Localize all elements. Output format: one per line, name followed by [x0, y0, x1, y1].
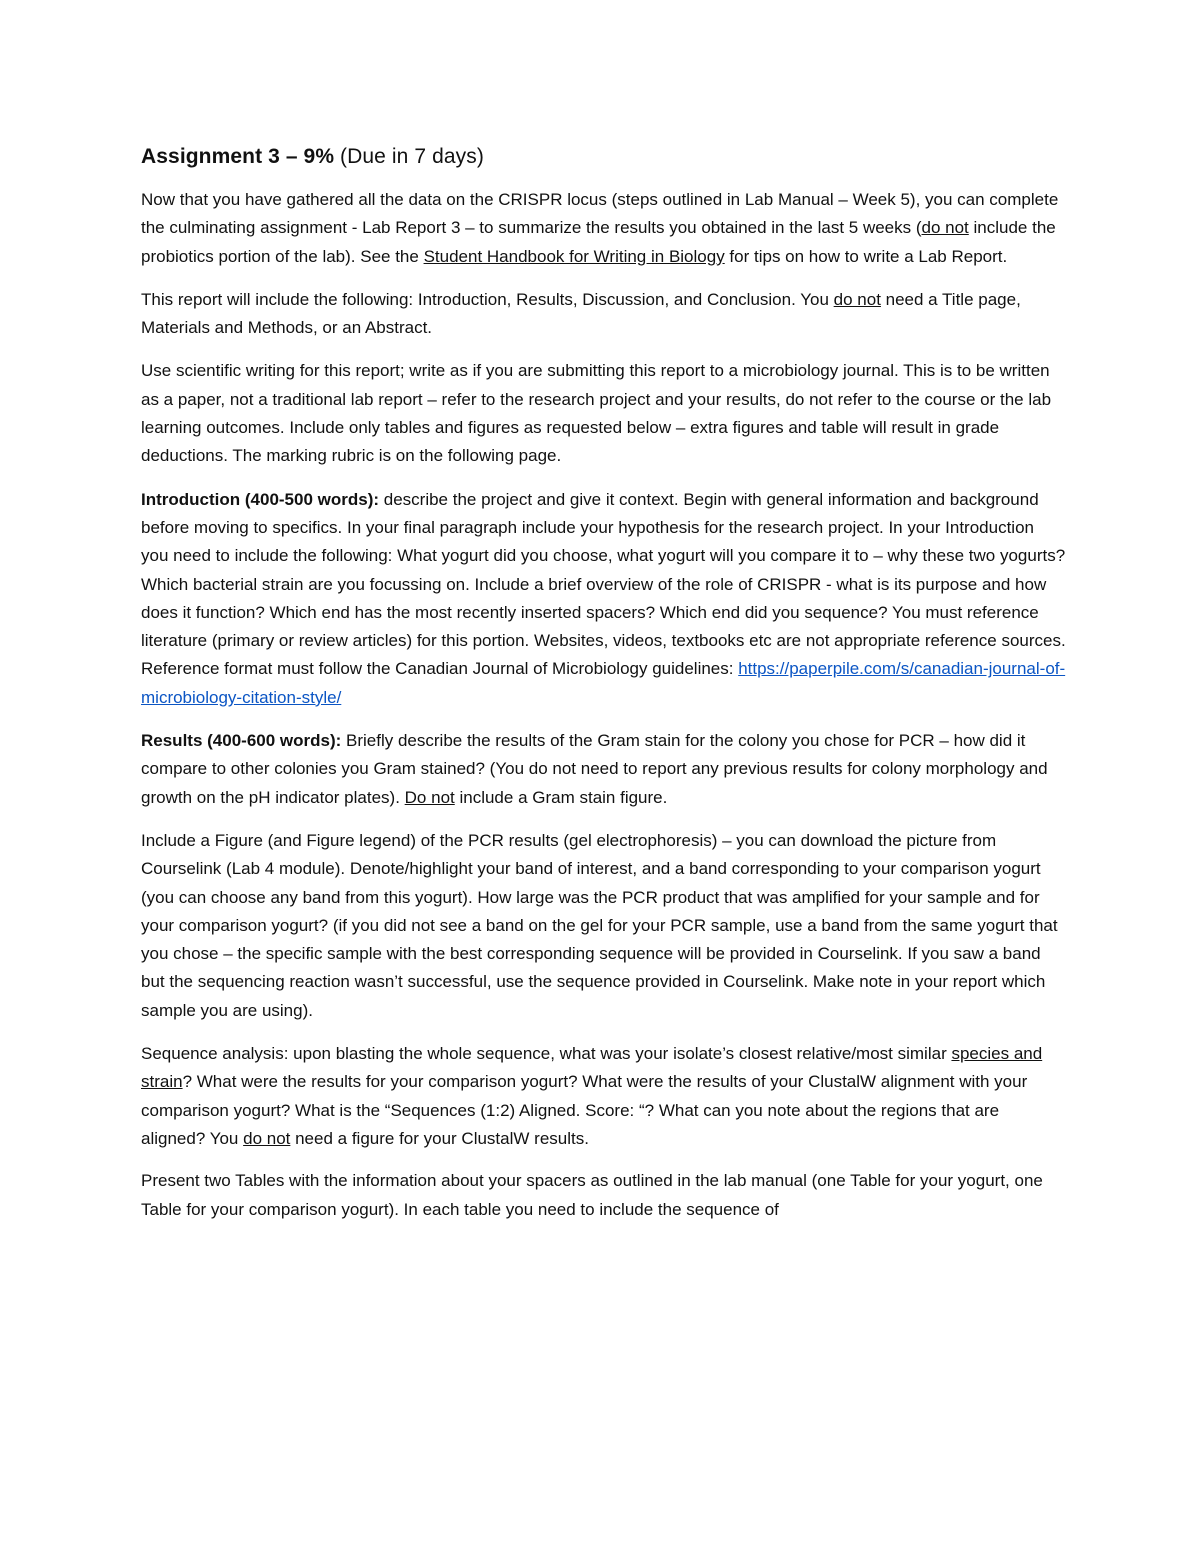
- introduction-paragraph: [141, 486, 1066, 712]
- sections-text-2: need a Title page, Materials and Methods, or an Abstract.: [141, 289, 1021, 338]
- overview-text-2: include the probiotics portion of the lab). See the: [141, 218, 1056, 266]
- sections-text-1: This report will include the following: Introduction, Results, Discussion, and Conclusion. You: [141, 289, 834, 309]
- results-paragraph: [141, 727, 1066, 812]
- results-text-1: Briefly describe the results of the Gram stain for the colony you chose for PCR – how did it compare to other colonies you Gram stained? (You do not need to report any previous results for colony morphology and growth on the pH indicator plates).: [141, 731, 1048, 807]
- do-not-emphasis: do not: [243, 1128, 291, 1148]
- results-text-2: include a Gram stain figure.: [454, 787, 668, 807]
- scientific-writing-paragraph: Use scientific writing for this report; write as if you are submitting this report to a microbiology journal. This is to be written as a paper, not a traditional lab report – refer to the research project and your results, do not refer to the course or the lab learning outcomes. Include only tables and figures as requested below – extra figures and table will result in grade deductions. The marking rubric is on the following page.: [141, 361, 1052, 466]
- overview-text-3: for tips on how to write a Lab Report.: [724, 246, 1008, 266]
- do-not-emphasis: do not: [833, 289, 881, 309]
- spacer-tables-paragraph: Present two Tables with the information about your spacers as outlined in the lab manual (one Table for your yogurt, one Table for your comparison yogurt). In each table you need to include the sequence of: [141, 1171, 1043, 1219]
- citation-style-link[interactable]: https://paperpile.com/s/canadian-journal-of-microbiology-citation-style/: [141, 659, 1066, 707]
- pcr-figure-paragraph: Include a Figure (and Figure legend) of the PCR results (gel electrophoresis) – you can download the picture from Courselink (Lab 4 module). Denote/highlight your band of interest, and a band corresponding to your comparison yogurt (you can choose any band from this yogurt). How large was the PCR product that was amplified for your sample and for your comparison yogurt? (if you did not see a band on the gel for your PCR sample, use a band from the same yogurt that you chose – the specific sample with the best corresponding sequence will be provided in Courselink. If you saw a band but the sequencing reaction wasn’t successful, use the sequence provided in Courselink. Make note in your report which sample you are using).: [141, 830, 1058, 1020]
- overview-paragraph: [141, 186, 1066, 271]
- species-strain-emphasis: species and strain: [141, 1044, 1043, 1092]
- introduction-text: describe the project and give it context. Begin with general information and background before moving to specifics. In your final paragraph include your hypothesis for the research project. In your Introduction you need to include the following: What yogurt did you choose, what yogurt will you compare it to – why these two yogurts? Which bacterial strain are you focussing on. Include a brief overview of the role of CRISPR - what is its purpose and how does it function? Which end has the most recently inserted spacers? Which end did you sequence? You must reference literature (primary or review articles) for this portion. Websites, videos, textbooks etc are not appropriate reference sources. Reference format must follow the Canadian Journal of Microbiology guidelines:: [141, 489, 1066, 679]
- assignment-title-bold: Assignment 3 – 9%: [141, 145, 335, 168]
- assignment-title-due: (Due in 7 days): [334, 145, 484, 168]
- report-sections-paragraph: [141, 286, 1066, 343]
- sequence-analysis-paragraph: [141, 1040, 1066, 1153]
- sequence-text-2: ? What were the results for your comparison yogurt? What were the results of your ClustalW alignment with your comparison yogurt? What is the “Sequences (1:2) Aligned. Score: “? What can you note about the regions that are aligned? You: [141, 1072, 1028, 1148]
- do-not-emphasis: do not: [921, 218, 969, 238]
- introduction-heading: Introduction (400-500 words):: [141, 489, 380, 509]
- results-heading: Results (400-600 words):: [141, 731, 342, 751]
- sequence-text-3: need a figure for your ClustalW results.: [290, 1128, 589, 1148]
- overview-text-1: Now that you have gathered all the data on the CRISPR locus (steps outlined in Lab Manual – Week 5), you can complete the culminating assignment - Lab Report 3 – to summarize the results you obtained in the last 5 weeks (: [141, 190, 1059, 238]
- student-handbook-reference: Student Handbook for Writing in Biology: [423, 246, 725, 266]
- sequence-text-1: Sequence analysis: upon blasting the whole sequence, what was your isolate’s closest relative/most similar: [141, 1044, 952, 1064]
- document-page: [141, 140, 1066, 1239]
- assignment-title: [141, 140, 1066, 174]
- do-not-emphasis: Do not: [404, 787, 455, 807]
